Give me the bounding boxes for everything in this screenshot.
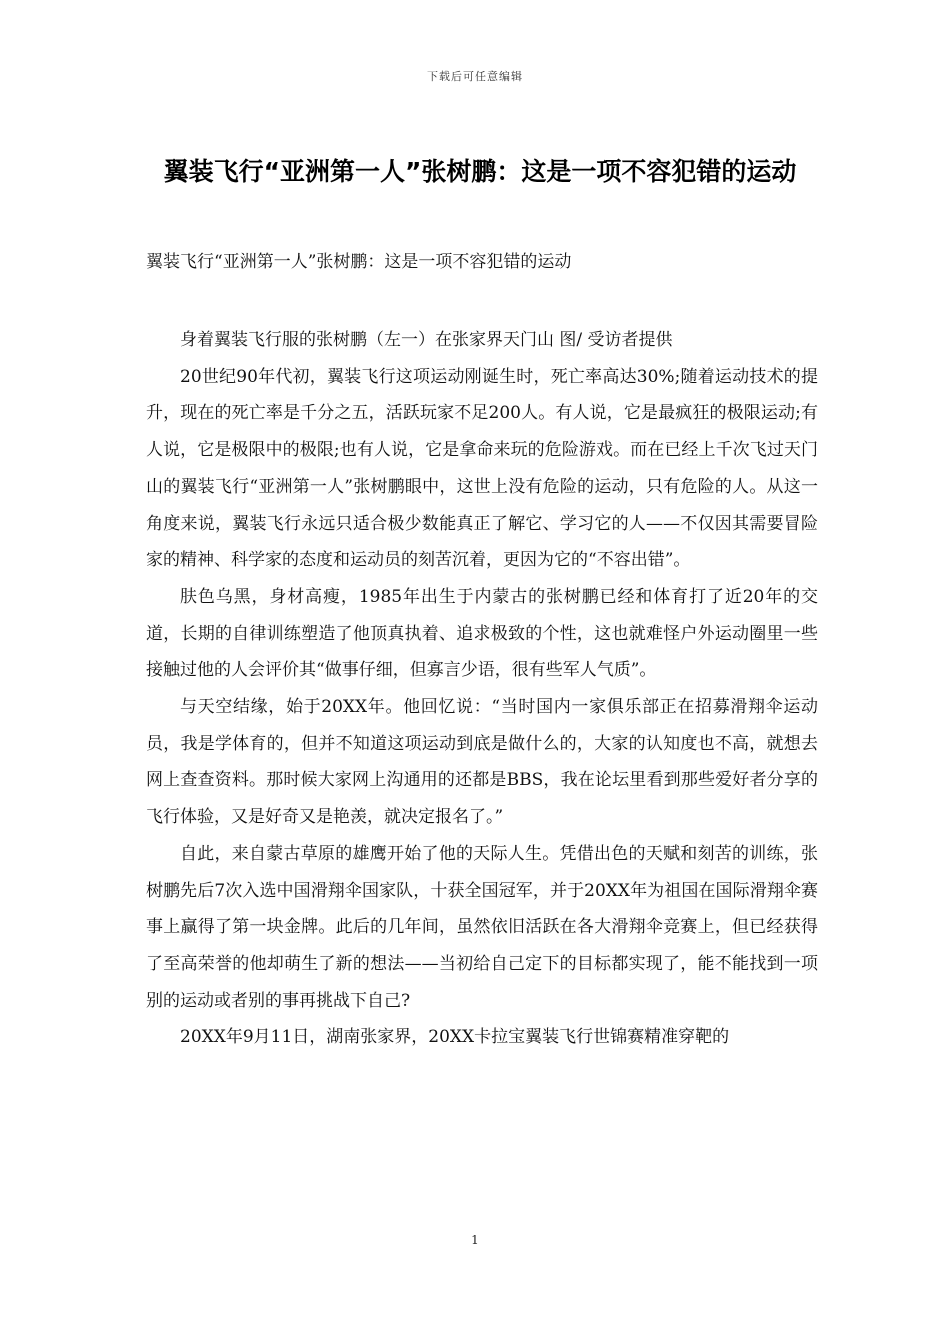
photo-caption: 身着翼装飞行服的张树鹏（左一）在张家界天门山 图/ 受访者提供 — [180, 330, 673, 350]
article-body — [146, 322, 818, 1056]
page-number: 1 — [471, 1233, 479, 1247]
document-title: 翼装飞行“亚洲第一人”张树鹏：这是一项不容犯错的运动 — [163, 157, 797, 186]
document-subtitle: 翼装飞行“亚洲第一人”张树鹏：这是一项不容犯错的运动 — [146, 252, 572, 272]
header-note: 下载后可任意编辑 — [427, 70, 523, 83]
paragraph: 肤色乌黑，身材高瘦，1985年出生于内蒙古的张树鹏已经和体育打了近20年的交道，长期的自律训练塑造了他顶真执着、追求极致的个性，这也就难怪户外运动圈里一些接触过他的人会评价其“做事仔细，但寡言少语，很有些军人气质”。 — [146, 586, 818, 681]
paragraph: 与天空结缘，始于20XX年。他回忆说：“当时国内一家俱乐部正在招募滑翔伞运动员，我是学体育的，但并不知道这项运动到底是做什么的，大家的认知度也不高，就想去网上查查资料。那时候大家网上沟通用的还都是BBS，我在论坛里看到那些爱好者分享的飞行体验，又是好奇又是艳羡，就决定报名了。” — [146, 697, 818, 828]
paragraph: 20世纪90年代初，翼装飞行这项运动刚诞生时，死亡率高达30%;随着运动技术的提升，现在的死亡率是千分之五，活跃玩家不足200人。有人说，它是最疯狂的极限运动;有人说，它是极限中的极限;也有人说，它是拿命来玩的危险游戏。而在已经上千次飞过天门山的翼装飞行“亚洲第一人”张树鹏眼中，这世上没有危险的运动，只有危险的人。从这一角度来说，翼装飞行永远只适合极少数能真正了解它、学习它的人——不仅因其需要冒险家的精神、科学家的态度和运动员的刻苦沉着，更因为它的“不容出错”。 — [146, 366, 818, 571]
paragraph: 自此，来自蒙古草原的雄鹰开始了他的天际人生。凭借出色的天赋和刻苦的训练，张树鹏先后7次入选中国滑翔伞国家队，十获全国冠军，并于20XX年为祖国在国际滑翔伞赛事上赢得了第一块金牌。此后的几年间，虽然依旧活跃在各大滑翔伞竞赛上，但已经获得了至高荣誉的他却萌生了新的想法——当初给自己定下的目标都实现了，能不能找到一项别的运动或者别的事再挑战下自己? — [146, 843, 818, 1011]
paragraph: 20XX年9月11日，湖南张家界，20XX卡拉宝翼装飞行世锦赛精准穿靶的 — [180, 1027, 730, 1048]
